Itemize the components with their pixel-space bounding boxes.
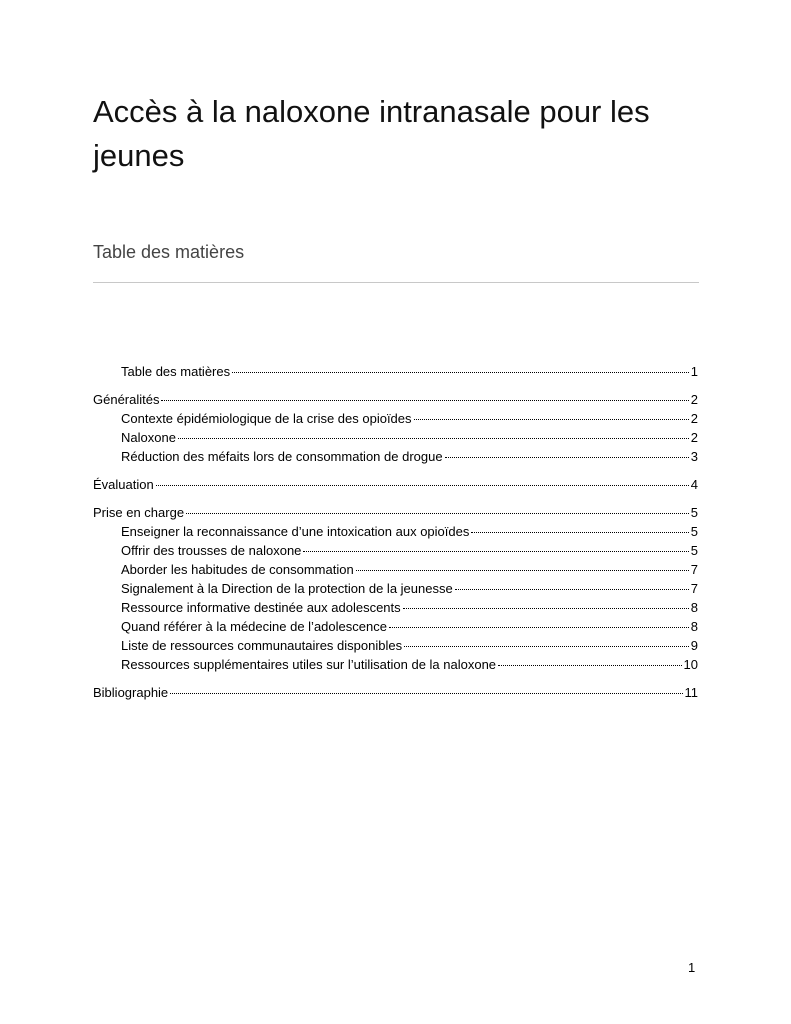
toc-entry-contexte-epidemiologique[interactable] <box>93 409 698 428</box>
dot-leader <box>178 438 689 439</box>
toc-entry-label: Contexte épidémiologique de la crise des opioïdes <box>121 411 412 426</box>
toc-entry-label: Ressource informative destinée aux adolescents <box>121 600 401 615</box>
page-number: 1 <box>688 960 696 975</box>
dot-leader <box>161 400 688 401</box>
dot-leader <box>455 589 689 590</box>
toc-entry-page: 3 <box>690 449 698 464</box>
toc-entry-label: Naloxone <box>121 430 176 445</box>
toc-entry-signalement-dpj[interactable] <box>93 579 698 598</box>
toc-entry-label: Réduction des méfaits lors de consommation de drogue <box>121 449 443 464</box>
toc-entry-page: 5 <box>690 524 698 539</box>
toc-entry-label: Signalement à la Direction de la protection de la jeunesse <box>121 581 453 596</box>
toc-entry-bibliographie[interactable] <box>93 683 698 702</box>
toc-entry-evaluation[interactable] <box>93 475 698 494</box>
toc-entry-page: 4 <box>690 477 698 492</box>
toc-entry-label: Enseigner la reconnaissance d’une intoxication aux opioïdes <box>121 524 470 539</box>
toc-entry-page: 8 <box>690 619 698 634</box>
toc-entry-label: Ressources supplémentaires utiles sur l’utilisation de la naloxone <box>121 657 497 672</box>
toc-entry-page: 5 <box>690 543 698 558</box>
toc-entry-label: Table des matières <box>121 364 231 379</box>
document-title: Accès à la naloxone intranasale pour les jeunes <box>93 94 650 173</box>
toc-entry-page: 8 <box>690 600 698 615</box>
toc-entry-label: Offrir des trousses de naloxone <box>121 543 302 558</box>
toc-entry-offrir-trousses[interactable] <box>93 541 698 560</box>
toc-entry-page: 1 <box>690 364 698 379</box>
toc-entry-label: Liste de ressources communautaires disponibles <box>121 638 403 653</box>
dot-leader <box>356 570 689 571</box>
toc-entry-liste-ressources[interactable] <box>93 636 698 655</box>
dot-leader <box>471 532 688 533</box>
dot-leader <box>303 551 688 552</box>
dot-leader <box>170 693 682 694</box>
heading-divider <box>93 282 699 283</box>
toc-entry-ressource-informative[interactable] <box>93 598 698 617</box>
toc-entry-page: 11 <box>684 685 698 700</box>
toc-entry-table-des-matieres[interactable] <box>93 362 698 381</box>
toc-heading: Table des matières <box>93 242 245 262</box>
toc-entry-page: 2 <box>690 411 698 426</box>
toc-entry-naloxone[interactable] <box>93 428 698 447</box>
toc-entry-generalites[interactable] <box>93 390 698 409</box>
toc-entry-label: Aborder les habitudes de consommation <box>121 562 354 577</box>
toc-entry-label: Bibliographie <box>93 685 169 700</box>
dot-leader <box>156 485 689 486</box>
toc-entry-enseigner-reconnaissance[interactable] <box>93 522 698 541</box>
toc-entry-page: 2 <box>690 430 698 445</box>
toc-entry-label: Évaluation <box>93 477 154 492</box>
dot-leader <box>403 608 689 609</box>
dot-leader <box>498 665 681 666</box>
toc-entry-aborder-habitudes[interactable] <box>93 560 698 579</box>
dot-leader <box>404 646 689 647</box>
dot-leader <box>186 513 689 514</box>
toc-entry-quand-referer[interactable] <box>93 617 698 636</box>
toc-entry-reduction-des-mefaits[interactable] <box>93 447 698 466</box>
toc-entry-page: 2 <box>690 392 698 407</box>
dot-leader <box>232 372 689 373</box>
toc-entry-label: Généralités <box>93 392 160 407</box>
toc-entry-label: Quand référer à la médecine de l’adolescence <box>121 619 387 634</box>
toc-entry-page: 10 <box>683 657 698 672</box>
toc-entry-prise-en-charge[interactable] <box>93 503 698 522</box>
toc-entry-ressources-supplementaires[interactable] <box>93 655 698 674</box>
toc-entry-label: Prise en charge <box>93 505 185 520</box>
toc-entry-page: 5 <box>690 505 698 520</box>
dot-leader <box>445 457 689 458</box>
toc-entry-page: 7 <box>690 562 698 577</box>
toc-entry-page: 9 <box>690 638 698 653</box>
dot-leader <box>414 419 689 420</box>
toc-entry-page: 7 <box>690 581 698 596</box>
table-of-contents <box>93 362 698 702</box>
dot-leader <box>389 627 689 628</box>
